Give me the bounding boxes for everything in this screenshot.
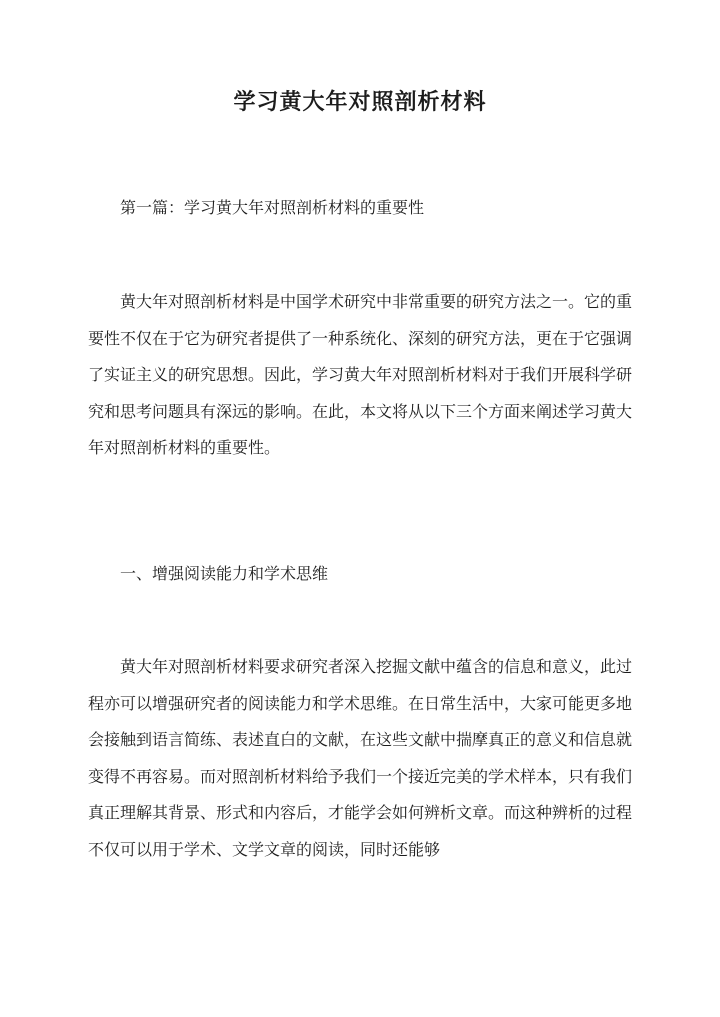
document-title: 学习黄大年对照剖析材料 bbox=[233, 89, 487, 115]
section-title: 第一篇：学习黄大年对照剖析材料的重要性 bbox=[120, 198, 425, 217]
body-paragraph: 黄大年对照剖析材料要求研究者深入挖掘文献中蕴含的信息和意义，此过程亦可以增强研究者的阅读能力和学术思维。在日常生活中，大家可能更多地会接触到语言简练、表述直白的文献，在这些文献中揣摩真正的意义和信息就变得不再容易。而对照剖析材料给予我们一个接近完美的学术样本，只有我们真正理解其背景、形式和内容后，才能学会如何辨析文章。而这种辨析的过程不仅可以用于学术、文学文章的阅读，同时还能够 bbox=[88, 657, 633, 859]
subheading-reading-ability: 一、增强阅读能力和学术思维 bbox=[120, 564, 329, 583]
intro-paragraph: 黄大年对照剖析材料是中国学术研究中非常重要的研究方法之一。它的重要性不仅在于它为研究者提供了一种系统化、深刻的研究方法，更在于它强调了实证主义的研究思想。因此，学习黄大年对照剖析材料对于我们开展科学研究和思考问题具有深远的影响。在此，本文将从以下三个方面来阐述学习黄大年对照剖析材料的重要性。 bbox=[88, 292, 633, 457]
